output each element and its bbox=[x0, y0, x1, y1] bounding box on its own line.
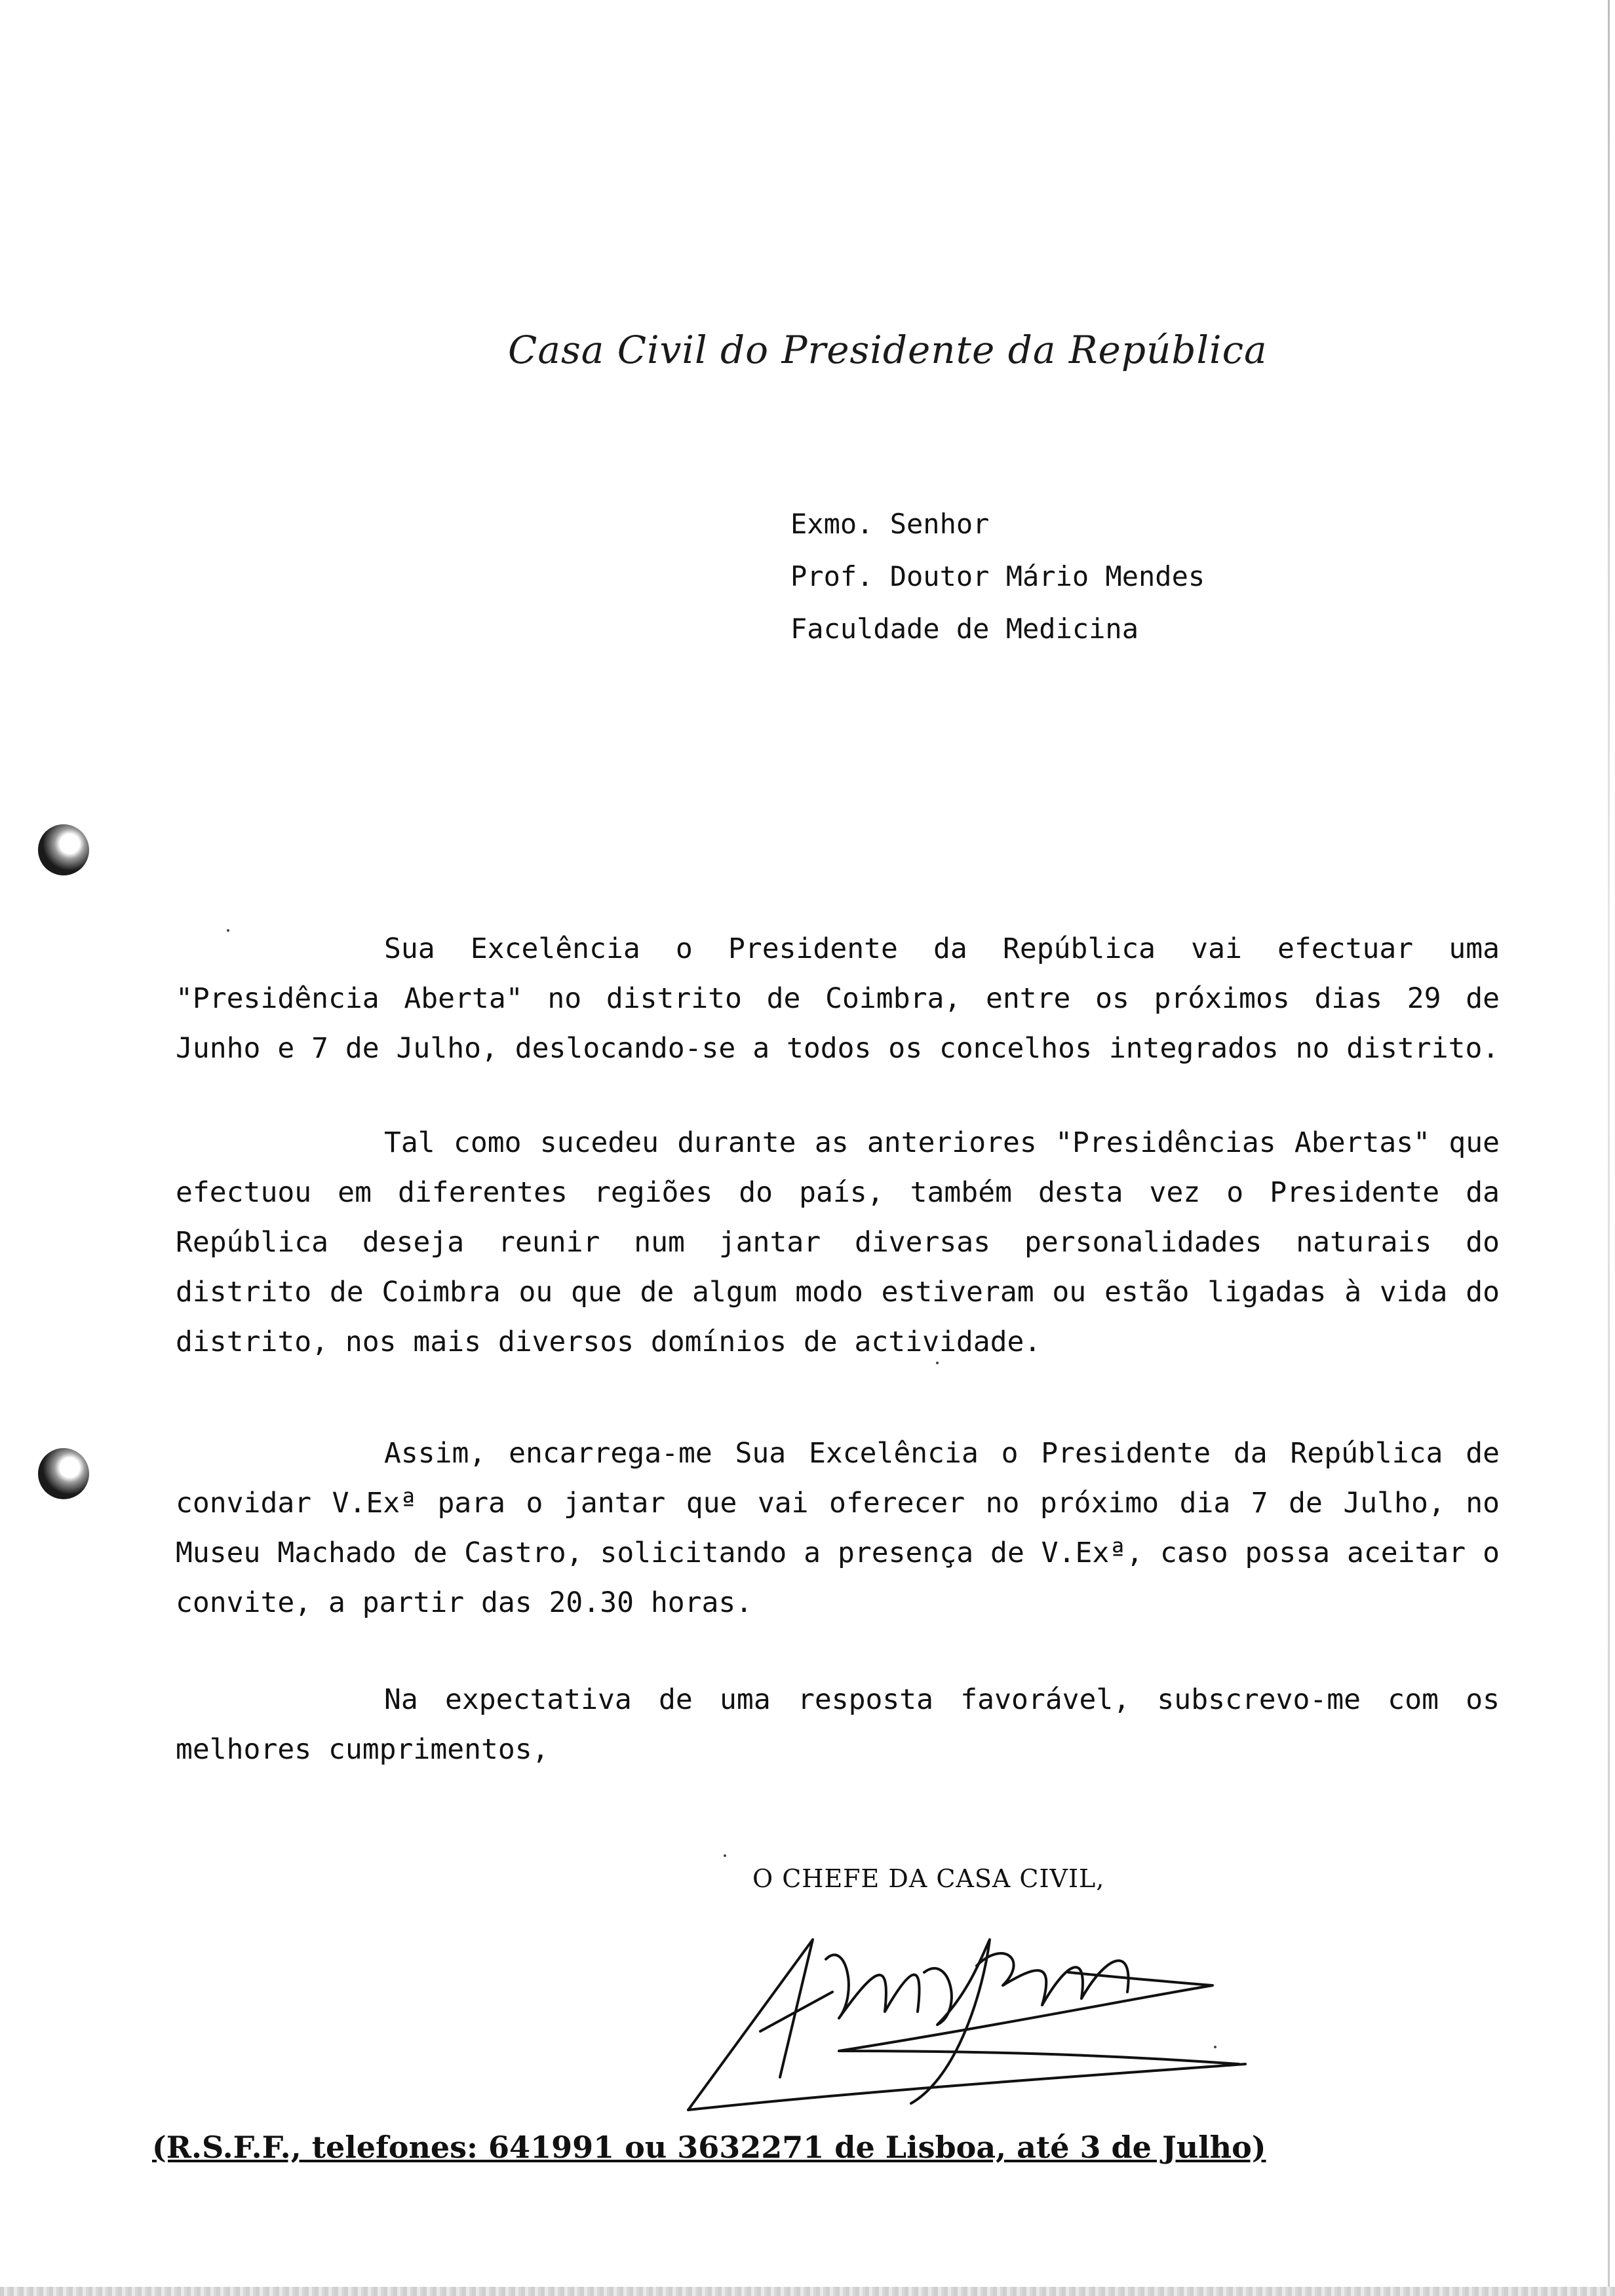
recipient-address bbox=[790, 498, 1205, 655]
recipient-salutation: Exmo. Senhor bbox=[790, 508, 990, 540]
body-paragraph-1: Sua Excelência o Presidente da República vai efectuar uma "Presidência Aberta" no distrito de Coimbra, entre os próximos dias 29 de Junho e 7 de Julho, deslocando-se a todos os concelhos integrados no distrito. bbox=[176, 932, 1500, 1065]
scan-edge bbox=[0, 2287, 1615, 2296]
recipient-name: Prof. Doutor Mário Mendes bbox=[790, 560, 1205, 592]
body-paragraph-3: Assim, encarrega-me Sua Excelência o Presidente da República de convidar V.Exª para o jantar que vai oferecer no próximo dia 7 de Julho, no Museu Machado de Castro, solicitando a presença de V.Exª, caso possa aceitar o convite, a partir das 20.30 horas. bbox=[176, 1437, 1500, 1619]
punch-hole-bottom bbox=[38, 1448, 89, 1499]
body-paragraph-4: Na expectativa de uma resposta favorável, subscrevo-me com os melhores cumprimentos, bbox=[176, 1683, 1500, 1766]
recipient-institution: Faculdade de Medicina bbox=[790, 613, 1139, 645]
page-edge bbox=[1608, 0, 1610, 2296]
rsvp-note: (R.S.F.F., telefones: 641991 ou 3632271 de Lisboa, até 3 de Julho) bbox=[152, 2130, 1266, 2165]
closing-title: O CHEFE DA CASA CIVIL, bbox=[752, 1864, 1105, 1893]
punch-hole-top bbox=[38, 824, 89, 875]
body-paragraph-2: Tal como sucedeu durante as anteriores "Presidências Abertas" que efectuou em diferentes regiões do país, também desta vez o Presidente da República deseja reunir num jantar diversas personalidades naturais do distrito de Coimbra ou que de algum modo estiveram ou estão ligadas à vida do distrito, nos mais diversos domínios de actividade. bbox=[176, 1126, 1500, 1358]
scan-speck bbox=[724, 1854, 726, 1857]
letterhead: Casa Civil do Presidente da República bbox=[508, 328, 1268, 372]
handwritten-signature bbox=[675, 1913, 1252, 2123]
